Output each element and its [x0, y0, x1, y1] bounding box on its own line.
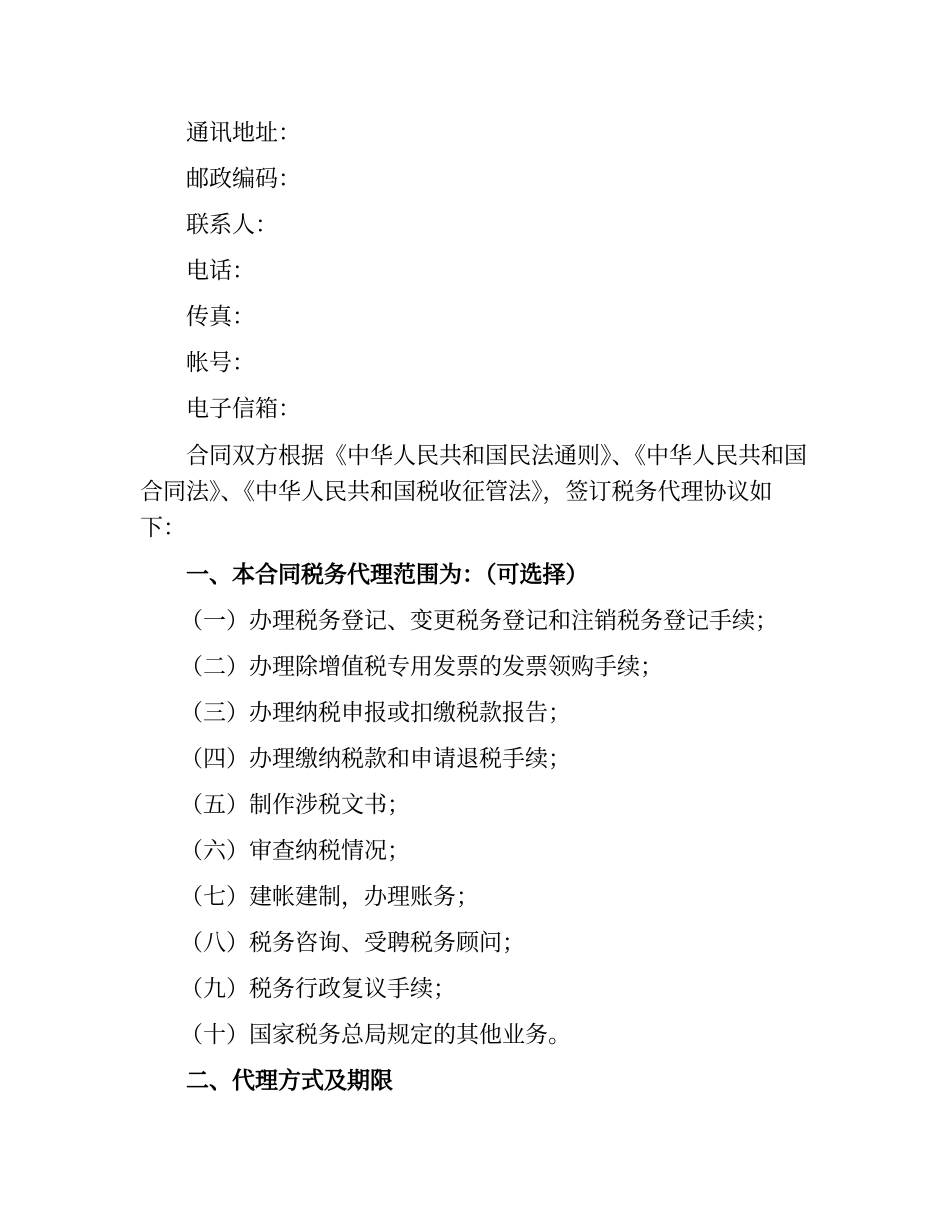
contact-account-label: 帐号：: [186, 350, 255, 376]
intro-paragraph: 合同双方根据《中华人民共和国民法通则》、《中华人民共和国合同法》、《中华人民共和国税收征管法》，签订税务代理协议如下：: [140, 443, 807, 541]
section-2-heading: 二、代理方式及期限: [186, 1067, 393, 1094]
scope-item-8: （八）税务咨询、受聘税务顾问；: [180, 930, 525, 956]
scope-item-5: （五）制作涉税文书；: [180, 792, 410, 818]
scope-item-3: （三）办理纳税申报或扣缴税款报告；: [180, 700, 571, 726]
scope-item-10: （十）国家税务总局规定的其他业务。: [180, 1022, 571, 1048]
scope-item-2: （二）办理除增值税专用发票的发票领购手续；: [180, 654, 663, 680]
scope-item-6: （六）审查纳税情况；: [180, 838, 410, 864]
contact-person-label: 联系人：: [186, 212, 278, 238]
scope-item-1: （一）办理税务登记、变更税务登记和注销税务登记手续；: [180, 608, 778, 634]
contact-email-label: 电子信箱：: [186, 396, 301, 422]
contact-phone-label: 电话：: [186, 258, 255, 284]
contact-address-label: 通讯地址：: [186, 120, 301, 146]
scope-item-7: （七）建帐建制，办理账务；: [180, 884, 479, 910]
contact-fax-label: 传真：: [186, 304, 255, 330]
scope-item-9: （九）税务行政复议手续；: [180, 976, 456, 1002]
scope-item-4: （四）办理缴纳税款和申请退税手续；: [180, 746, 571, 772]
document-body: [140, 110, 820, 1104]
contact-postcode-label: 邮政编码：: [186, 166, 301, 192]
section-1-heading: 一、本合同税务代理范围为：（可选择）: [186, 561, 589, 588]
